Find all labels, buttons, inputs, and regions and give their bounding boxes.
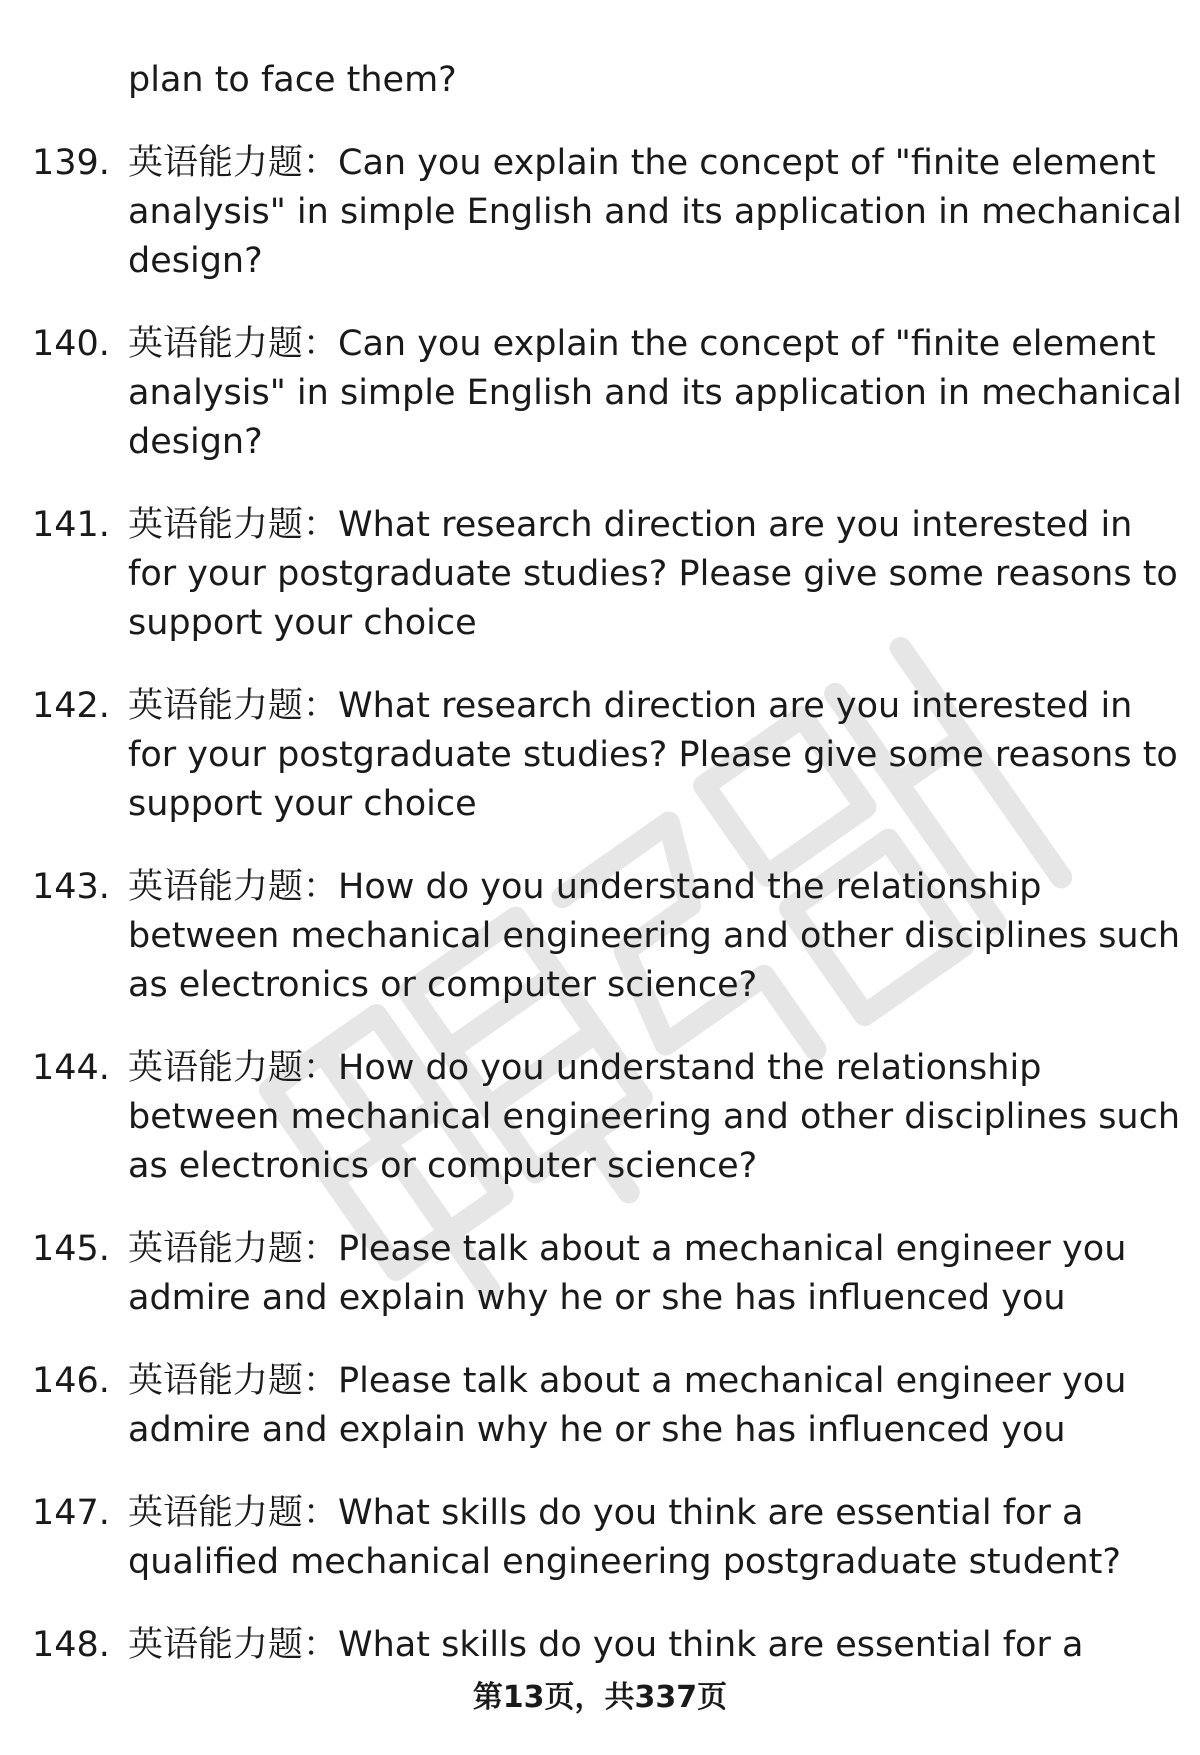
item-number: 139.	[32, 143, 110, 183]
item-line: admire and explain why he or she has influenced you	[128, 1410, 1066, 1450]
item-prefix: 英语能力题：	[128, 1493, 339, 1533]
item-prefix: 英语能力题：	[128, 505, 339, 545]
item-line: analysis" in simple English and its application in mechanical	[128, 373, 1182, 413]
item-line: as electronics or computer science?	[128, 965, 758, 1005]
item-number: 140.	[32, 324, 110, 364]
item-text	[128, 139, 1182, 286]
list-item	[0, 139, 1200, 286]
item-line: Please talk about a mechanical engineer you	[338, 1229, 1127, 1269]
item-number: 145.	[32, 1229, 110, 1269]
item-text	[128, 1357, 1168, 1455]
item-number: 148.	[32, 1625, 110, 1665]
item-number: 146.	[32, 1361, 110, 1401]
item-line: What skills do you think are essential for a	[338, 1493, 1084, 1533]
list-item	[0, 320, 1200, 467]
item-number: 142.	[32, 686, 110, 726]
item-line: Can you explain the concept of "finite element	[338, 324, 1156, 364]
item-prefix: 英语能力题：	[128, 1048, 339, 1088]
question-list	[0, 56, 1200, 1670]
item-number: 147.	[32, 1493, 110, 1533]
item-text	[128, 863, 1181, 1010]
item-text	[128, 682, 1178, 829]
item-line: Please talk about a mechanical engineer you	[338, 1361, 1127, 1401]
item-prefix: 英语能力题：	[128, 686, 339, 726]
item-line: What skills do you think are essential for a	[338, 1625, 1084, 1665]
list-item	[0, 1044, 1200, 1191]
item-line: for your postgraduate studies? Please give some reasons to	[128, 735, 1178, 775]
item-text	[128, 1044, 1181, 1191]
item-line: Can you explain the concept of "finite element	[338, 143, 1156, 183]
item-prefix: 英语能力题：	[128, 324, 339, 364]
list-item	[0, 863, 1200, 1010]
item-line: analysis" in simple English and its application in mechanical	[128, 192, 1182, 232]
item-line: between mechanical engineering and other disciplines such	[128, 916, 1181, 956]
item-line: What research direction are you interested in	[338, 686, 1133, 726]
list-item	[0, 1357, 1200, 1455]
item-prefix: 英语能力题：	[128, 1625, 339, 1665]
list-item	[0, 1225, 1200, 1323]
item-line: What research direction are you interested in	[338, 505, 1133, 545]
item-number: 144.	[32, 1048, 110, 1088]
item-line: design?	[128, 241, 263, 281]
item-line: How do you understand the relationship	[338, 867, 1042, 907]
item-text	[128, 501, 1178, 648]
item-line: between mechanical engineering and other disciplines such	[128, 1097, 1181, 1137]
item-text	[128, 320, 1182, 467]
item-line: for your postgraduate studies? Please give some reasons to	[128, 554, 1178, 594]
item-prefix: 英语能力题：	[128, 143, 339, 183]
list-item	[0, 1621, 1200, 1670]
page-footer: 第13页，共337页	[472, 1680, 728, 1715]
item-number: 143.	[32, 867, 110, 907]
list-item	[0, 1489, 1200, 1587]
item-text	[128, 1225, 1168, 1323]
item-line: How do you understand the relationship	[338, 1048, 1042, 1088]
item-line: as electronics or computer science?	[128, 1146, 758, 1186]
item-prefix: 英语能力题：	[128, 1229, 339, 1269]
item-line: design?	[128, 422, 263, 462]
item-line: qualified mechanical engineering postgraduate student?	[128, 1542, 1121, 1582]
continuation-text: plan to face them?	[128, 60, 457, 100]
item-prefix: 英语能力题：	[128, 867, 339, 907]
item-text	[128, 1621, 1168, 1670]
item-number: 141.	[32, 505, 110, 545]
item-line: admire and explain why he or she has influenced you	[128, 1278, 1066, 1318]
list-item	[0, 501, 1200, 648]
list-item	[0, 682, 1200, 829]
item-prefix: 英语能力题：	[128, 1361, 339, 1401]
item-line: support your choice	[128, 784, 477, 824]
item-text	[128, 1489, 1168, 1587]
item-line: support your choice	[128, 603, 477, 643]
